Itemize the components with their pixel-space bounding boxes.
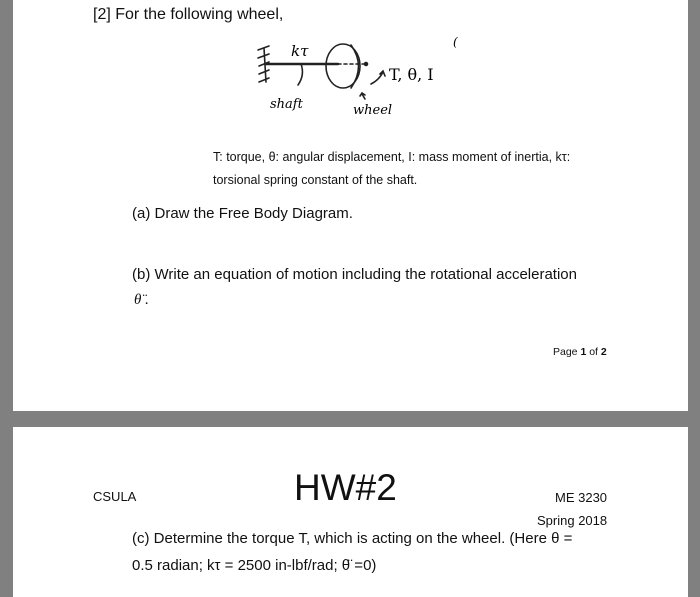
wheel-label: wheel	[353, 103, 393, 118]
part-b-text-line-2: θ̈ .	[134, 292, 149, 308]
page-of-word: of	[589, 346, 598, 358]
part-c-text-line-2: 0.5 radian; kτ = 2500 in-lbf/rad; θ̈ =0)	[132, 557, 377, 574]
document-page-1	[13, 0, 688, 411]
torque-arrow-icon	[371, 71, 385, 84]
page-current: 1	[580, 346, 587, 358]
spring-constant-label: kτ	[291, 42, 309, 60]
term: Spring 2018	[537, 513, 608, 528]
document-page-2	[13, 427, 688, 597]
homework-title: HW#2	[294, 467, 397, 508]
stray-mark: (	[453, 35, 458, 49]
part-b-text-line-1: (b) Write an equation of motion including the rotational acceleration	[132, 266, 577, 283]
shaft-label: shaft	[270, 97, 303, 112]
part-c-text-line-1: (c) Determine the torque T, which is acting on the wheel. (Here θ =	[132, 530, 573, 547]
page-word: Page	[553, 346, 578, 358]
torque-theta-inertia-label: T, θ, I	[389, 65, 434, 84]
definitions-line-2: torsional spring constant of the shaft.	[213, 173, 418, 187]
school-name: CSULA	[93, 489, 137, 504]
definitions-line-1: T: torque, θ: angular displacement, I: mass moment of inertia, kτ:	[213, 150, 571, 164]
page-total: 2	[600, 346, 607, 358]
part-a-text: (a) Draw the Free Body Diagram.	[132, 205, 353, 222]
page-number	[553, 346, 607, 358]
course-number: ME 3230	[555, 490, 608, 505]
wheel-shaft-sketch	[13, 0, 688, 200]
problem-heading: [2] For the following wheel,	[93, 6, 284, 23]
